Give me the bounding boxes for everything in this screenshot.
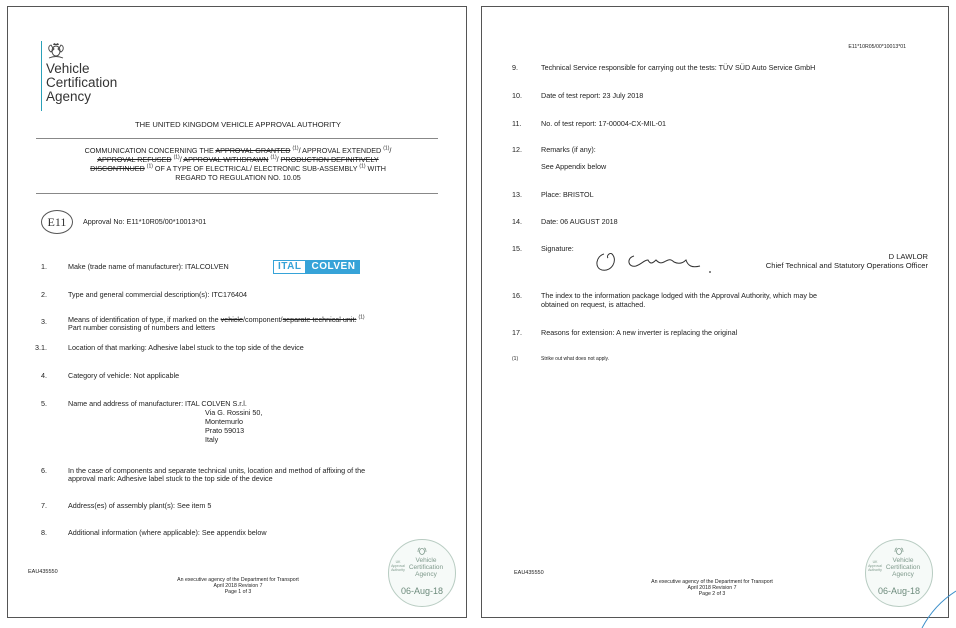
footnote: Strike out what does not apply. — [541, 356, 610, 362]
e11-mark: E11 — [41, 210, 73, 234]
signer-title: Chief Technical and Statutory Operations Officer — [765, 261, 928, 270]
item-text: Reasons for extension: A new inverter is replacing the original — [541, 328, 738, 337]
page-footer: An executive agency of the Department for Transport April 2018 Revision 7 Page 1 of 3 — [177, 577, 299, 596]
form-reference: EAU435550 — [514, 570, 544, 576]
item-number: 9. — [512, 63, 518, 72]
item-number: 3. — [41, 317, 47, 326]
item-number: 3.1. — [35, 343, 47, 352]
page-footer: An executive agency of the Department for Transport April 2018 Revision 7 Page 2 of 3 — [651, 579, 773, 598]
item-text: Location of that marking: Adhesive label stuck to the top side of the device — [68, 343, 304, 352]
stamp-crest-icon — [894, 547, 904, 555]
communication-heading: COMMUNICATION CONCERNING THE APPROVAL GRANTED $^{(1)}$/ APPROVAL EXTENDED $^{(1)}$/ APPROVAL REFUSED $^{(1)}$/ APPROVAL WITHDRAWN $^{(1)}$/ PRODUCTION DEFINITIVELY DISCONTINUED $^{(1)}$ OF A TYPE OF ELECTRICAL/ ELECTRONIC SUB-ASSEMBLY $^{(1)}$ WITH REGARD TO REGULATION NO. 10.05 — [84, 145, 392, 182]
item-text: No. of test report: 17-00004-CX-MIL-01 — [541, 119, 667, 128]
received-stamp: Vehicle Certification Agency UK Approval Authority 06-Aug-18 — [865, 539, 933, 607]
handwritten-signature — [592, 242, 722, 278]
item-number: 1. — [41, 262, 47, 271]
logo-line: Certification — [46, 75, 118, 90]
stamp-crest-icon — [417, 547, 427, 555]
address-line: Italy — [205, 435, 219, 444]
item-number: 2. — [41, 290, 47, 299]
item-number: 12. — [512, 145, 522, 154]
italcolven-logo: ITAL COLVEN — [273, 260, 360, 274]
item-text: Remarks (if any): — [541, 145, 596, 154]
address-line: Montemurlo — [205, 417, 243, 426]
item-number: 10. — [512, 91, 522, 100]
logo-accent-bar — [41, 41, 42, 111]
item-text: obtained on request, is attached. — [541, 300, 646, 309]
footnote-number: (1) — [512, 356, 519, 362]
item-text: In the case of components and separate technical units, location and method of affixing of the — [68, 466, 366, 475]
item-number: 5. — [41, 399, 47, 408]
signer-name: D LAWLOR — [888, 252, 928, 261]
address-line: Via G. Rossini 50, — [205, 408, 263, 417]
authority-title: THE UNITED KINGDOM VEHICLE APPROVAL AUTHORITY — [135, 120, 341, 129]
logo-line: Vehicle — [46, 61, 90, 76]
item-text: Technical Service responsible for carrying out the tests: TÜV SÜD Auto Service GmbH — [541, 63, 816, 72]
signatory — [766, 252, 928, 270]
item-text: Signature: — [541, 244, 574, 253]
item-text: The index to the information package lodged with the Approval Authority, which may be — [541, 291, 817, 300]
item-number: 13. — [512, 190, 522, 199]
item-text: Name and address of manufacturer: ITAL COLVEN S.r.l. — [68, 399, 247, 408]
item-text: Place: BRISTOL — [541, 190, 594, 199]
item-text: Date: 06 AUGUST 2018 — [541, 217, 618, 226]
item-number: 15. — [512, 244, 522, 253]
item-number: 14. — [512, 217, 522, 226]
item-number: 11. — [512, 119, 522, 128]
item-text: Means of identification of type, if marked on the vehicle/component/separate technical unit: $^{(1)}$ — [68, 314, 365, 324]
corner-swoosh-icon — [900, 585, 956, 628]
item-text: Additional information (where applicable): See appendix below — [68, 528, 267, 537]
address-line: Prato 59013 — [205, 426, 245, 435]
item-text: Date of test report: 23 July 2018 — [541, 91, 644, 100]
stamp-date: 06-Aug-18 — [400, 586, 444, 596]
item-number: 16. — [512, 291, 522, 300]
item-number: 6. — [41, 466, 47, 475]
item-number: 4. — [41, 371, 47, 380]
certificate-page-1 — [7, 6, 467, 618]
item-number: 7. — [41, 501, 47, 510]
item-text: Part number consisting of numbers and letters — [68, 323, 216, 332]
item-text: Address(es) of assembly plant(s): See item 5 — [68, 501, 212, 510]
divider — [36, 138, 438, 139]
stamp-date: 06-Aug-18 — [877, 586, 921, 596]
royal-crest-icon — [45, 42, 67, 60]
approval-reference: E11*10R05/00*10013*01 — [848, 44, 906, 50]
form-reference: EAU435550 — [28, 569, 58, 575]
certificate-page-2 — [481, 6, 949, 618]
agency-logo — [46, 62, 117, 104]
logo-line: Agency — [46, 89, 92, 104]
item-text: approval mark: Adhesive label stuck to the top side of the device — [68, 474, 273, 483]
approval-number: Approval No: E11*10R05/00*10013*01 — [83, 217, 207, 226]
received-stamp: Vehicle Certification Agency UK Approval Authority 06-Aug-18 — [388, 539, 456, 607]
item-text: See Appendix below — [541, 162, 607, 171]
item-number: 8. — [41, 528, 47, 537]
item-text: Type and general commercial description(s): ITC176404 — [68, 290, 247, 299]
item-number: 17. — [512, 328, 522, 337]
divider — [36, 193, 438, 194]
item-text: Category of vehicle: Not applicable — [68, 371, 180, 380]
item-text: Make (trade name of manufacturer): ITALCOLVEN — [68, 262, 229, 271]
